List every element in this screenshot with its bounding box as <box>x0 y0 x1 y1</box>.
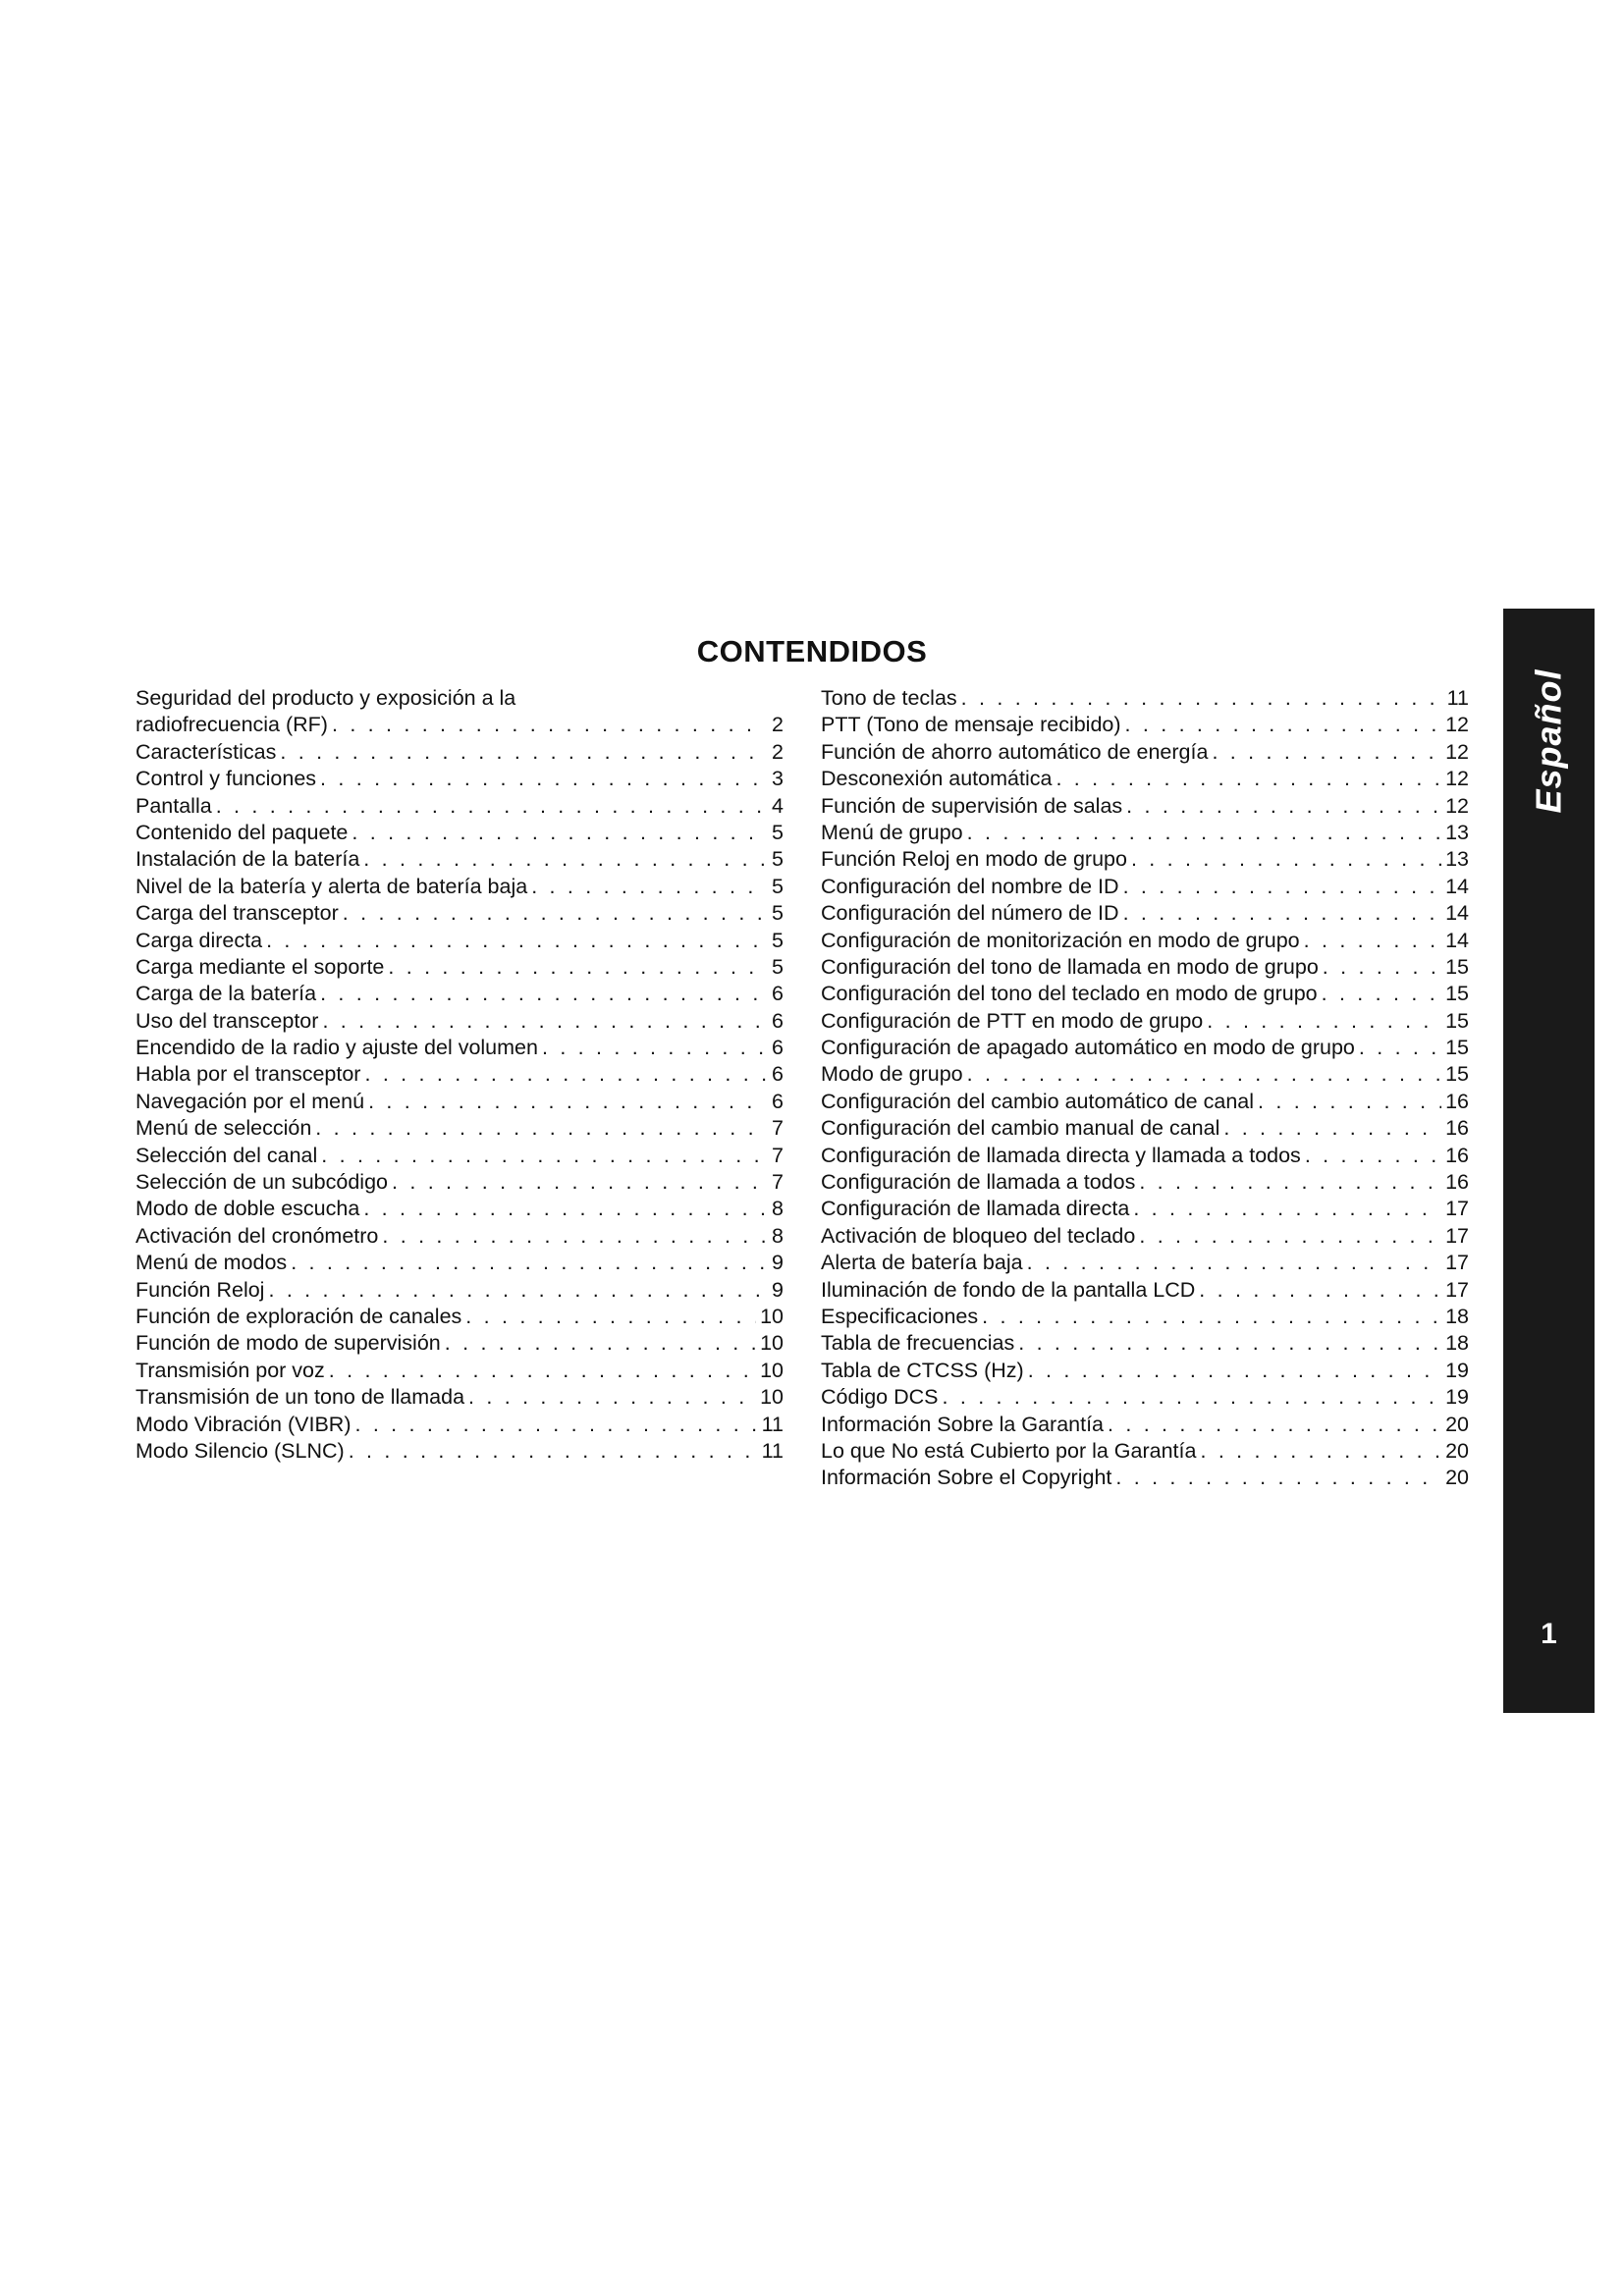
toc-leader-dots <box>1027 1250 1441 1276</box>
toc-entry-title: Modo Silencio (SLNC) <box>135 1438 345 1463</box>
toc-entry-title: Configuración de llamada directa <box>821 1197 1130 1221</box>
toc-leader-dots <box>1207 1008 1441 1035</box>
toc-leader-dots <box>352 820 766 846</box>
toc-entry-page: 19 <box>1445 1358 1469 1382</box>
toc-entry-page: 11 <box>761 1412 784 1436</box>
toc-entry-title: Selección de un subcódigo <box>135 1170 388 1195</box>
toc-entry <box>135 766 784 792</box>
toc-entry-title: Iluminación de fondo de la pantalla LCD <box>821 1277 1196 1302</box>
toc-entry <box>821 1143 1469 1169</box>
toc-leader-dots <box>1304 928 1441 954</box>
toc-entry <box>821 1035 1469 1061</box>
toc-leader-dots <box>1199 1277 1441 1304</box>
toc-entry <box>135 1277 784 1304</box>
toc-entry-title: Información Sobre la Garantía <box>821 1412 1105 1436</box>
toc-entry-page: 16 <box>1445 1116 1469 1141</box>
toc-entry-title: Desconexión automática <box>821 767 1053 791</box>
toc-entry-page: 2 <box>772 713 784 737</box>
toc-leader-dots <box>368 1089 766 1115</box>
toc-entry-title: Configuración de apagado automático en modo de grupo <box>821 1036 1355 1060</box>
toc-leader-dots <box>1123 874 1442 900</box>
toc-leader-dots <box>364 1061 766 1088</box>
toc-entry <box>821 793 1469 820</box>
toc-entry <box>821 1330 1469 1357</box>
toc-leader-dots <box>266 928 766 954</box>
toc-entry-title: Modo Vibración (VIBR) <box>135 1412 352 1436</box>
toc-entry-page: 12 <box>1445 713 1469 737</box>
toc-entry-title: Uso del transceptor <box>135 1008 319 1033</box>
toc-entry-title: Navegación por el menú <box>135 1089 365 1113</box>
toc-entry-page: 7 <box>772 1143 784 1167</box>
toc-right-column <box>821 685 1469 1492</box>
toc-entry-title: Características <box>135 739 277 764</box>
toc-entry-page: 10 <box>760 1358 784 1382</box>
toc-entry <box>821 981 1469 1007</box>
toc-entry-page: 15 <box>1445 982 1469 1006</box>
toc-leader-dots <box>320 766 766 792</box>
toc-entry <box>135 1304 784 1330</box>
toc-leader-dots <box>1028 1358 1441 1384</box>
toc-entry <box>135 712 784 738</box>
toc-leader-dots <box>542 1035 766 1061</box>
toc-entry-page: 20 <box>1445 1466 1469 1490</box>
toc-entry-title: Activación de bloqueo del teclado <box>821 1223 1136 1248</box>
toc-entry-title: Configuración de PTT en modo de grupo <box>821 1008 1204 1033</box>
toc-entry-page: 12 <box>1445 767 1469 791</box>
toc-entry-page: 20 <box>1445 1412 1469 1436</box>
toc-entry-title: Información Sobre el Copyright <box>821 1466 1112 1490</box>
toc-entry <box>135 1061 784 1088</box>
toc-entry-title: Función Reloj en modo de grupo <box>821 847 1127 872</box>
toc-entry-page: 8 <box>772 1197 784 1221</box>
toc-entry <box>821 1412 1469 1438</box>
toc-entry-title: Configuración del tono del teclado en modo de grupo <box>821 982 1318 1006</box>
toc-entry-title: Encendido de la radio y ajuste del volumen <box>135 1036 538 1060</box>
toc-leader-dots <box>1305 1143 1441 1169</box>
toc-entry-page: 5 <box>772 874 784 898</box>
toc-entry-page: 10 <box>760 1331 784 1356</box>
toc-entry <box>135 1223 784 1250</box>
toc-entry <box>821 846 1469 873</box>
toc-entry-title: Habla por el transceptor <box>135 1062 361 1087</box>
toc-entry-page: 18 <box>1445 1331 1469 1356</box>
toc-leader-dots <box>468 1384 756 1411</box>
toc-entry-page: 17 <box>1445 1223 1469 1248</box>
toc-entry-title: Carga de la batería <box>135 982 317 1006</box>
toc-entry <box>821 1169 1469 1196</box>
toc-leader-dots <box>465 1304 756 1330</box>
toc-leader-dots <box>321 1143 766 1169</box>
toc-entry <box>135 981 784 1007</box>
toc-entry-title: Especificaciones <box>821 1304 979 1328</box>
toc-entry-page: 4 <box>772 793 784 818</box>
toc-entry <box>821 900 1469 927</box>
toc-entry-title: Instalación de la batería <box>135 847 360 872</box>
toc-entry-page: 14 <box>1445 874 1469 898</box>
toc-entry-page: 6 <box>772 1008 784 1033</box>
toc-leader-dots <box>320 981 766 1007</box>
toc-entry <box>821 1223 1469 1250</box>
toc-entry <box>821 928 1469 954</box>
toc-entry <box>135 928 784 954</box>
toc-entry <box>135 1196 784 1222</box>
toc-leader-dots <box>322 1008 766 1035</box>
toc-leader-dots <box>388 954 766 981</box>
toc-leader-dots <box>1131 846 1441 873</box>
toc-entry-page: 6 <box>772 1062 784 1087</box>
toc-entry-title: Tabla de CTCSS (Hz) <box>821 1358 1024 1382</box>
toc-entry-page: 5 <box>772 928 784 952</box>
toc-entry-page: 15 <box>1445 1062 1469 1087</box>
toc-entry <box>821 1250 1469 1276</box>
toc-entry-page: 2 <box>772 739 784 764</box>
toc-entry-title: Configuración de llamada directa y llamada a todos <box>821 1143 1301 1167</box>
toc-entry <box>821 1384 1469 1411</box>
toc-entry <box>135 954 784 981</box>
toc-entry-page: 6 <box>772 1036 784 1060</box>
toc-entry-page: 14 <box>1445 928 1469 952</box>
toc-leader-dots <box>1056 766 1441 792</box>
toc-entry <box>821 1061 1469 1088</box>
toc-entry-page: 7 <box>772 1170 784 1195</box>
toc-entry-title: Función de supervisión de salas <box>821 793 1123 818</box>
toc-entry-title: Activación del cronómetro <box>135 1223 379 1248</box>
toc-entry-page: 8 <box>772 1223 784 1248</box>
toc-entry-title: Tabla de frecuencias <box>821 1331 1015 1356</box>
page-title: CONTENDIDOS <box>696 634 928 668</box>
toc-entry-page: 6 <box>772 1089 784 1113</box>
toc-entry-page: 15 <box>1445 1008 1469 1033</box>
toc-entry <box>821 766 1469 792</box>
toc-entry-page: 15 <box>1445 1036 1469 1060</box>
toc-entry <box>135 1438 784 1465</box>
toc-entry-title: Alerta de batería baja <box>821 1251 1023 1275</box>
toc-leader-dots <box>1223 1115 1441 1142</box>
toc-leader-dots <box>1359 1035 1441 1061</box>
toc-entry-page: 11 <box>1446 686 1469 710</box>
toc-leader-dots <box>216 793 766 820</box>
toc-entry <box>135 846 784 873</box>
toc-leader-dots <box>1115 1465 1441 1491</box>
toc-leader-dots <box>1139 1169 1441 1196</box>
toc-leader-dots <box>1139 1223 1441 1250</box>
toc-entry-page: 13 <box>1445 820 1469 844</box>
toc-entry-title: Control y funciones <box>135 767 317 791</box>
toc-entry-page: 6 <box>772 982 784 1006</box>
toc-leader-dots <box>1108 1412 1441 1438</box>
toc-entry <box>135 1250 784 1276</box>
toc-entry <box>135 1330 784 1357</box>
toc-leader-dots <box>1212 739 1441 766</box>
toc-leader-dots <box>1322 981 1441 1007</box>
toc-entry <box>821 1089 1469 1115</box>
toc-leader-dots <box>967 1061 1441 1088</box>
toc-entry-page: 5 <box>772 820 784 844</box>
language-tab-label-wrap <box>1503 609 1595 874</box>
toc-entry <box>821 820 1469 846</box>
toc-entry-page: 12 <box>1445 739 1469 764</box>
page-number: 1 <box>1541 1618 1557 1650</box>
toc-entry-title: Menú de selección <box>135 1116 312 1141</box>
toc-entry <box>135 685 784 712</box>
toc-entry-title: Configuración del cambio manual de canal <box>821 1116 1220 1141</box>
toc-entry-title: Modo de grupo <box>821 1062 963 1087</box>
toc-entry <box>821 1358 1469 1384</box>
toc-entry-title: Nivel de la batería y alerta de batería baja <box>135 874 528 898</box>
toc-entry <box>135 1384 784 1411</box>
toc-leader-dots <box>961 685 1443 712</box>
toc-leader-dots <box>982 1304 1441 1330</box>
toc-entry <box>821 1277 1469 1304</box>
toc-leader-dots <box>343 900 766 927</box>
toc-entry <box>135 739 784 766</box>
toc-entry-title: Función Reloj <box>135 1277 265 1302</box>
toc-leader-dots <box>1125 712 1442 738</box>
toc-entry-title: Configuración del tono de llamada en modo de grupo <box>821 954 1319 979</box>
toc-entry-title: Transmisión de un tono de llamada <box>135 1385 465 1410</box>
toc-entry-page: 12 <box>1445 793 1469 818</box>
toc-entry <box>135 1169 784 1196</box>
toc-entry-page: 14 <box>1445 901 1469 926</box>
toc-entry-page: 5 <box>772 847 784 872</box>
toc-entry-title: Configuración del número de ID <box>821 901 1119 926</box>
toc-entry-title: Menú de modos <box>135 1251 288 1275</box>
toc-entry-title: Transmisión por voz <box>135 1358 325 1382</box>
toc-entry-title: Carga directa <box>135 928 263 952</box>
toc-leader-dots <box>315 1115 766 1142</box>
toc-entry-title: PTT (Tono de mensaje recibido) <box>821 713 1121 737</box>
toc-entry-title: Configuración de monitorización en modo de grupo <box>821 928 1300 952</box>
toc-entry <box>135 1143 784 1169</box>
toc-leader-dots <box>445 1330 756 1357</box>
toc-entry-title: Pantalla <box>135 793 212 818</box>
toc-entry-page: 17 <box>1445 1277 1469 1302</box>
toc-entry-title: Selección del canal <box>135 1143 318 1167</box>
toc-entry <box>135 900 784 927</box>
toc-entry <box>821 954 1469 981</box>
toc-entry <box>135 1358 784 1384</box>
toc-entry <box>821 712 1469 738</box>
toc-entry-title: Código DCS <box>821 1385 939 1410</box>
toc-entry-page: 3 <box>772 767 784 791</box>
toc-entry-page: 16 <box>1445 1089 1469 1113</box>
toc-entry-page: 10 <box>760 1304 784 1328</box>
toc-entry-title: Carga mediante el soporte <box>135 954 385 979</box>
toc-entry-title: Función de exploración de canales <box>135 1304 462 1328</box>
toc-entry <box>135 1089 784 1115</box>
toc-leader-dots <box>363 1196 766 1222</box>
toc-leader-dots <box>349 1438 758 1465</box>
toc-entry-page: 20 <box>1445 1438 1469 1463</box>
toc-entry-title: Modo de doble escucha <box>135 1197 360 1221</box>
toc-entry <box>821 1304 1469 1330</box>
toc-entry <box>135 1115 784 1142</box>
toc-entry-title: Tono de teclas <box>821 686 957 710</box>
toc-leader-dots <box>332 712 766 738</box>
toc-leader-dots <box>943 1384 1442 1411</box>
toc-entry-page: 13 <box>1445 847 1469 872</box>
toc-entry <box>135 1412 784 1438</box>
toc-leader-dots <box>967 820 1441 846</box>
toc-leader-dots <box>1018 1330 1441 1357</box>
language-tab-label: Español <box>1528 668 1569 814</box>
toc-entry-page: 9 <box>772 1277 784 1302</box>
toc-entry <box>821 1465 1469 1491</box>
toc-leader-dots <box>329 1358 756 1384</box>
toc-entry-page: 5 <box>772 954 784 979</box>
toc-entry <box>135 874 784 900</box>
toc-entry-title: Función de modo de supervisión <box>135 1331 441 1356</box>
toc-entry <box>135 1008 784 1035</box>
toc-entry-page: 9 <box>772 1251 784 1275</box>
toc-entry-page: 15 <box>1445 954 1469 979</box>
toc-leader-dots <box>531 874 766 900</box>
toc-leader-dots <box>1200 1438 1441 1465</box>
toc-entry-title: Menú de grupo <box>821 820 963 844</box>
toc-entry-page: 17 <box>1445 1197 1469 1221</box>
toc-entry <box>821 1438 1469 1465</box>
toc-entry-page: 10 <box>760 1385 784 1410</box>
toc-entry-page: 5 <box>772 901 784 926</box>
toc-entry-title: Configuración del nombre de ID <box>821 874 1119 898</box>
toc-leader-dots <box>363 846 766 873</box>
toc-entry-title: Seguridad del producto y exposición a la <box>135 686 516 710</box>
toc-leader-dots <box>392 1169 766 1196</box>
toc-entry-page: 16 <box>1445 1143 1469 1167</box>
toc-leader-dots <box>280 739 766 766</box>
toc-entry <box>821 1115 1469 1142</box>
toc-entry <box>821 739 1469 766</box>
toc-leader-dots <box>1123 900 1442 927</box>
toc-entry-page: 7 <box>772 1116 784 1141</box>
toc-entry <box>821 685 1469 712</box>
toc-entry <box>821 1196 1469 1222</box>
toc-leader-dots <box>291 1250 766 1276</box>
toc-entry <box>135 1035 784 1061</box>
toc-entry-title: Configuración de llamada a todos <box>821 1170 1136 1195</box>
toc-entry <box>135 793 784 820</box>
toc-leader-dots <box>1133 1196 1441 1222</box>
toc-entry-page: 19 <box>1445 1385 1469 1410</box>
toc-leader-dots <box>1258 1089 1441 1115</box>
toc-leader-dots <box>354 1412 757 1438</box>
toc-entry-title: Configuración del cambio automático de canal <box>821 1089 1255 1113</box>
toc-entry-title: Carga del transceptor <box>135 901 339 926</box>
toc-entry <box>135 820 784 846</box>
toc-entry-title: radiofrecuencia (RF) <box>135 713 328 737</box>
toc-leader-dots <box>268 1277 766 1304</box>
toc-leader-dots <box>382 1223 766 1250</box>
toc-entry <box>821 1008 1469 1035</box>
toc-entry-title: Lo que No está Cubierto por la Garantía <box>821 1438 1197 1463</box>
toc-entry-title: Contenido del paquete <box>135 820 349 844</box>
toc-entry <box>821 874 1469 900</box>
toc-entry-page: 16 <box>1445 1170 1469 1195</box>
toc-entry-page: 17 <box>1445 1251 1469 1275</box>
toc-entry-page: 18 <box>1445 1304 1469 1328</box>
toc-leader-dots <box>1323 954 1441 981</box>
toc-entry-title: Función de ahorro automático de energía <box>821 739 1209 764</box>
toc-leader-dots <box>1126 793 1441 820</box>
toc-left-column <box>135 685 784 1465</box>
toc-entry-page: 11 <box>761 1438 784 1463</box>
